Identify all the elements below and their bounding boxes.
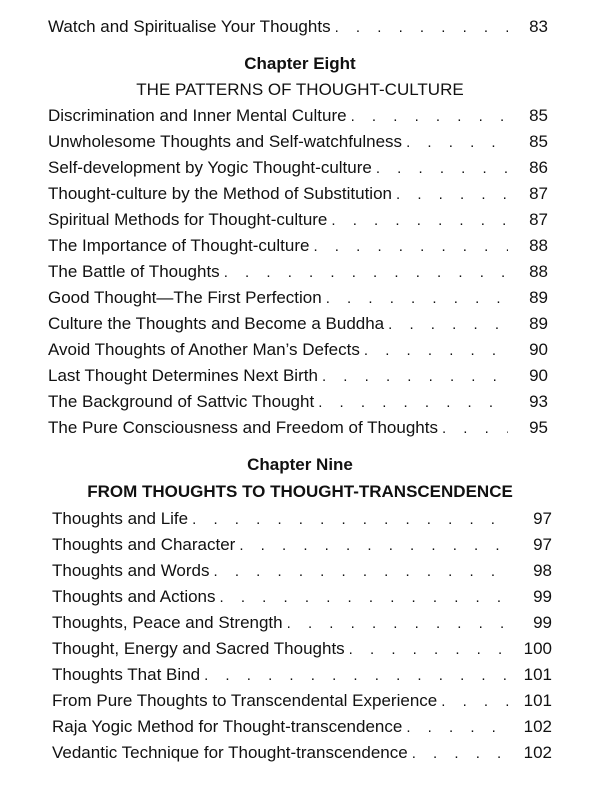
dot-leader: [392, 185, 508, 205]
toc-entry: [48, 184, 548, 205]
toc-entry-title: Avoid Thoughts of Another Man’s Defects: [48, 340, 360, 359]
toc-entry-page: 97: [533, 509, 552, 528]
dot-leader: [402, 718, 512, 738]
toc-entry-page: 98: [533, 561, 552, 580]
toc-entry-page: 90: [529, 366, 548, 385]
toc-entry-page: 95: [529, 418, 548, 437]
toc-entry: [48, 288, 548, 309]
toc-entry-page: 97: [533, 535, 552, 554]
toc-entry-title: Spiritual Methods for Thought-culture: [48, 210, 328, 229]
toc-entry-page: 88: [529, 236, 548, 255]
toc-entry-page: 86: [529, 158, 548, 177]
toc-entry: [52, 587, 552, 608]
dot-leader: [235, 536, 512, 556]
toc-entry: [48, 366, 548, 387]
toc-entry-title: Culture the Thoughts and Become a Buddha: [48, 314, 385, 333]
toc-entry-title: Thoughts and Actions: [52, 587, 216, 606]
toc-entry-title: Last Thought Determines Next Birth: [48, 366, 318, 385]
dot-leader: [327, 211, 508, 231]
dot-leader: [210, 562, 513, 582]
dot-leader: [331, 18, 508, 38]
toc-entry-page: 102: [523, 717, 552, 736]
toc-entry-page: 85: [529, 132, 548, 151]
toc-entry: [48, 392, 548, 413]
toc-entry: [48, 340, 548, 361]
toc-entry-title: The Background of Sattvic Thought: [48, 392, 315, 411]
toc-entry: [48, 314, 548, 335]
toc-entry-title: From Pure Thoughts to Transcendental Experience: [52, 691, 438, 710]
toc-entry: [52, 613, 552, 634]
dot-leader: [402, 133, 508, 153]
toc-entry: [52, 509, 552, 530]
toc-entry-title: Thought, Energy and Sacred Thoughts: [52, 639, 345, 658]
toc-entry-title: Thoughts and Life: [52, 509, 189, 528]
toc-entry-page: 99: [533, 613, 552, 632]
toc-entry-title: Watch and Spiritualise Your Thoughts: [48, 17, 331, 36]
toc-entry-page: 93: [529, 392, 548, 411]
toc-entry-title: Thoughts and Words: [52, 561, 210, 580]
toc-entry-title: The Battle of Thoughts: [48, 262, 220, 281]
toc-entry: [52, 535, 552, 556]
dot-leader: [200, 666, 512, 686]
toc-entry-title: The Pure Consciousness and Freedom of Thoughts: [48, 418, 438, 437]
toc-entry-title: Vedantic Technique for Thought-transcendence: [52, 743, 408, 762]
toc-entry: [52, 717, 552, 738]
dot-leader: [384, 315, 508, 335]
toc-entry-page: 100: [523, 639, 552, 658]
dot-leader: [437, 692, 512, 712]
toc-entry-page: 85: [529, 106, 548, 125]
dot-leader: [220, 263, 508, 283]
toc-entry-page: 101: [523, 665, 552, 684]
dot-leader: [372, 159, 508, 179]
toc-entry-page: 87: [529, 210, 548, 229]
toc-entry: [48, 132, 548, 153]
dot-leader: [345, 640, 512, 660]
dot-leader: [283, 614, 512, 634]
dot-leader: [318, 367, 508, 387]
toc-entry-title: The Importance of Thought-culture: [48, 236, 310, 255]
toc-entry: [52, 743, 552, 764]
toc-entry-title: Thoughts and Character: [52, 535, 236, 554]
toc-entry-page: 101: [523, 691, 552, 710]
dot-leader: [314, 393, 508, 413]
toc-entry: [48, 262, 548, 283]
toc-entry: [52, 665, 552, 686]
toc-entry: [52, 561, 552, 582]
toc-entry: [48, 17, 548, 38]
toc-entry: [48, 236, 548, 257]
toc-entry-title: Discrimination and Inner Mental Culture: [48, 106, 347, 125]
toc-entry-title: Unwholesome Thoughts and Self-watchfulness: [48, 132, 403, 151]
dot-leader: [360, 341, 508, 361]
dot-leader: [408, 744, 512, 764]
chapter-eight-label: Chapter Eight: [244, 54, 356, 73]
dot-leader: [438, 419, 508, 439]
toc-entry-page: 90: [529, 340, 548, 359]
toc-entry-title: Good Thought—The First Perfection: [48, 288, 322, 307]
toc-entry-page: 88: [529, 262, 548, 281]
toc-entry-page: 102: [523, 743, 552, 762]
toc-entry: [48, 106, 548, 127]
toc-entry-title: Raja Yogic Method for Thought-transcendence: [52, 717, 403, 736]
chapter-nine-title: FROM THOUGHTS TO THOUGHT-TRANSCENDENCE: [87, 482, 513, 501]
chapter-nine-label: Chapter Nine: [247, 455, 353, 474]
toc-entry-page: 89: [529, 314, 548, 333]
dot-leader: [309, 237, 508, 257]
dot-leader: [347, 107, 508, 127]
toc-entry-title: Thoughts That Bind: [52, 665, 201, 684]
toc-entry-page: 99: [533, 587, 552, 606]
toc-entry: [52, 639, 552, 660]
toc-entry: [48, 158, 548, 179]
toc-entry-page: 87: [529, 184, 548, 203]
dot-leader: [322, 289, 508, 309]
toc-entry-title: Self-development by Yogic Thought-culture: [48, 158, 372, 177]
toc-entry-page: 89: [529, 288, 548, 307]
toc-entry-title: Thought-culture by the Method of Substitution: [48, 184, 392, 203]
toc-entry-page: 83: [529, 17, 548, 36]
chapter-eight-title: THE PATTERNS OF THOUGHT-CULTURE: [136, 80, 464, 99]
dot-leader: [188, 510, 512, 530]
dot-leader: [216, 588, 512, 608]
toc-entry: [48, 418, 548, 439]
toc-entry: [48, 210, 548, 231]
toc-entry-title: Thoughts, Peace and Strength: [52, 613, 283, 632]
toc-entry: [52, 691, 552, 712]
